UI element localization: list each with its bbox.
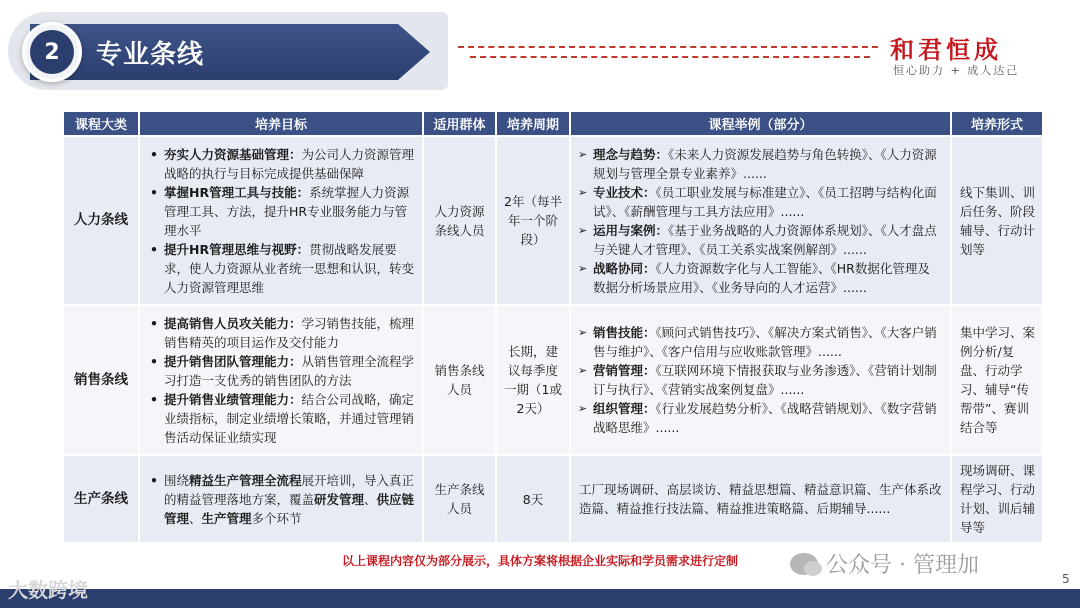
page-title: 专业条线	[96, 40, 205, 70]
course-table	[62, 110, 1044, 544]
table-row	[63, 455, 1043, 543]
goal-item: • 掌握HR管理工具与技能：系统掌握人力资源管理工具、方法，提升HR专业服务能力与管理水平	[148, 183, 416, 240]
table-row	[63, 136, 1043, 305]
column-header: 课程举例（部分）	[570, 111, 951, 136]
brand-logo: 和君恒成	[890, 36, 1002, 64]
header-banner	[30, 24, 430, 80]
wechat-icon	[790, 553, 818, 575]
category-cell: 生产条线	[63, 455, 139, 543]
page-number: 5	[1062, 572, 1070, 586]
goals-cell	[139, 455, 423, 543]
category-cell: 销售条线	[63, 305, 139, 455]
group-cell: 销售条线人员	[423, 305, 496, 455]
examples-cell: 工厂现场调研、高层谈访、精益思想篇、精益意识篇、生产体系改造篇、精益推行技法篇、精益推进策略篇、后期辅导......	[570, 455, 951, 543]
form-cell: 现场调研、课程学习、行动计划、训后辅导等	[951, 455, 1043, 543]
decorative-dash-line	[458, 46, 878, 48]
examples-cell	[570, 136, 951, 305]
goals-cell	[139, 136, 423, 305]
example-item: ➢ 专业技术：《员工职业发展与标准建立》、《员工招聘与结构化面试》、《薪酬管理与工具方法应用》......	[579, 183, 942, 221]
example-item: ➢ 理念与趋势：《未来人力资源发展趋势与角色转换》、《人力资源规划与管理全景专业素养》......	[579, 145, 942, 183]
column-header: 培养目标	[139, 111, 423, 136]
column-header: 培养周期	[496, 111, 570, 136]
goal-item: • 提升销售团队管理能力：从销售管理全流程学习打造一支优秀的销售团队的方法	[148, 352, 416, 390]
example-item: ➢ 营销管理：《互联网环境下情报获取与业务渗透》、《营销计划制订与执行》、《营销实战案例复盘》......	[579, 361, 942, 399]
examples-cell	[570, 305, 951, 455]
category-cell: 人力条线	[63, 136, 139, 305]
example-item: ➢ 战略协同：《人力资源数字化与人工智能》、《HR数据化管理及数据分析场景应用》、《业务导向的人才运营》......	[579, 259, 942, 297]
goal-item: • 提升HR管理思维与视野：贯彻战略发展要求，使人力资源从业者统一思想和认识，转变人力资源管理思维	[148, 240, 416, 297]
period-cell: 长期，建议每季度一期（1或2天）	[496, 305, 570, 455]
group-cell: 人力资源条线人员	[423, 136, 496, 305]
column-header: 适用群体	[423, 111, 496, 136]
example-item: ➢ 销售技能：《顾问式销售技巧》、《解决方案式销售》、《大客户销售与维护》、《客户信用与应收账款管理》......	[579, 323, 942, 361]
form-cell: 线下集训、训后任务、阶段辅导、行动计划等	[951, 136, 1043, 305]
brand-slogan: 恒心助力 + 成人达己	[893, 64, 1020, 77]
decorative-dash-line	[470, 56, 870, 58]
footer-bar	[0, 589, 1080, 608]
watermark-secondary: 大数跨境	[8, 578, 88, 602]
example-item: ➢ 组织管理：《行业发展趋势分析》、《战略营销规划》、《数字营销战略思维》......	[579, 399, 942, 437]
section-number-badge	[22, 22, 82, 82]
form-cell: 集中学习、案例分析/复盘、行动学习、辅导“传帮带”、赛训结合等	[951, 305, 1043, 455]
section-number: 2	[30, 30, 74, 74]
period-cell: 2年（每半年一个阶段）	[496, 136, 570, 305]
goal-item: • 围绕精益生产管理全流程展开培训，导入真正的精益管理落地方案，覆盖研发管理、供应链管理、生产管理多个环节	[148, 471, 416, 528]
watermark	[790, 548, 979, 579]
table-row	[63, 305, 1043, 455]
column-header: 培养形式	[951, 111, 1043, 136]
period-cell: 8天	[496, 455, 570, 543]
table-header-row	[63, 111, 1043, 136]
goal-item: • 提高销售人员攻关能力：学习销售技能，梳理销售精英的项目运作及交付能力	[148, 314, 416, 352]
goal-item: • 提升销售业绩管理能力：结合公司战略，确定业绩指标，制定业绩增长策略，并通过管理销售活动保证业绩实现	[148, 390, 416, 447]
footnote: 以上课程内容仅为部分展示，具体方案将根据企业实际和学员需求进行定制	[341, 554, 738, 568]
watermark-text: 公众号 · 管理加	[826, 553, 979, 578]
column-header: 课程大类	[63, 111, 139, 136]
goals-cell	[139, 305, 423, 455]
goal-item: • 夯实人力资源基础管理：为公司人力资源管理战略的执行与目标完成提供基础保障	[148, 145, 416, 183]
example-item: ➢ 运用与案例：《基于业务战略的人力资源体系规划》、《人才盘点与关键人才管理》、《员工关系实战案例解剖》......	[579, 221, 942, 259]
group-cell: 生产条线人员	[423, 455, 496, 543]
